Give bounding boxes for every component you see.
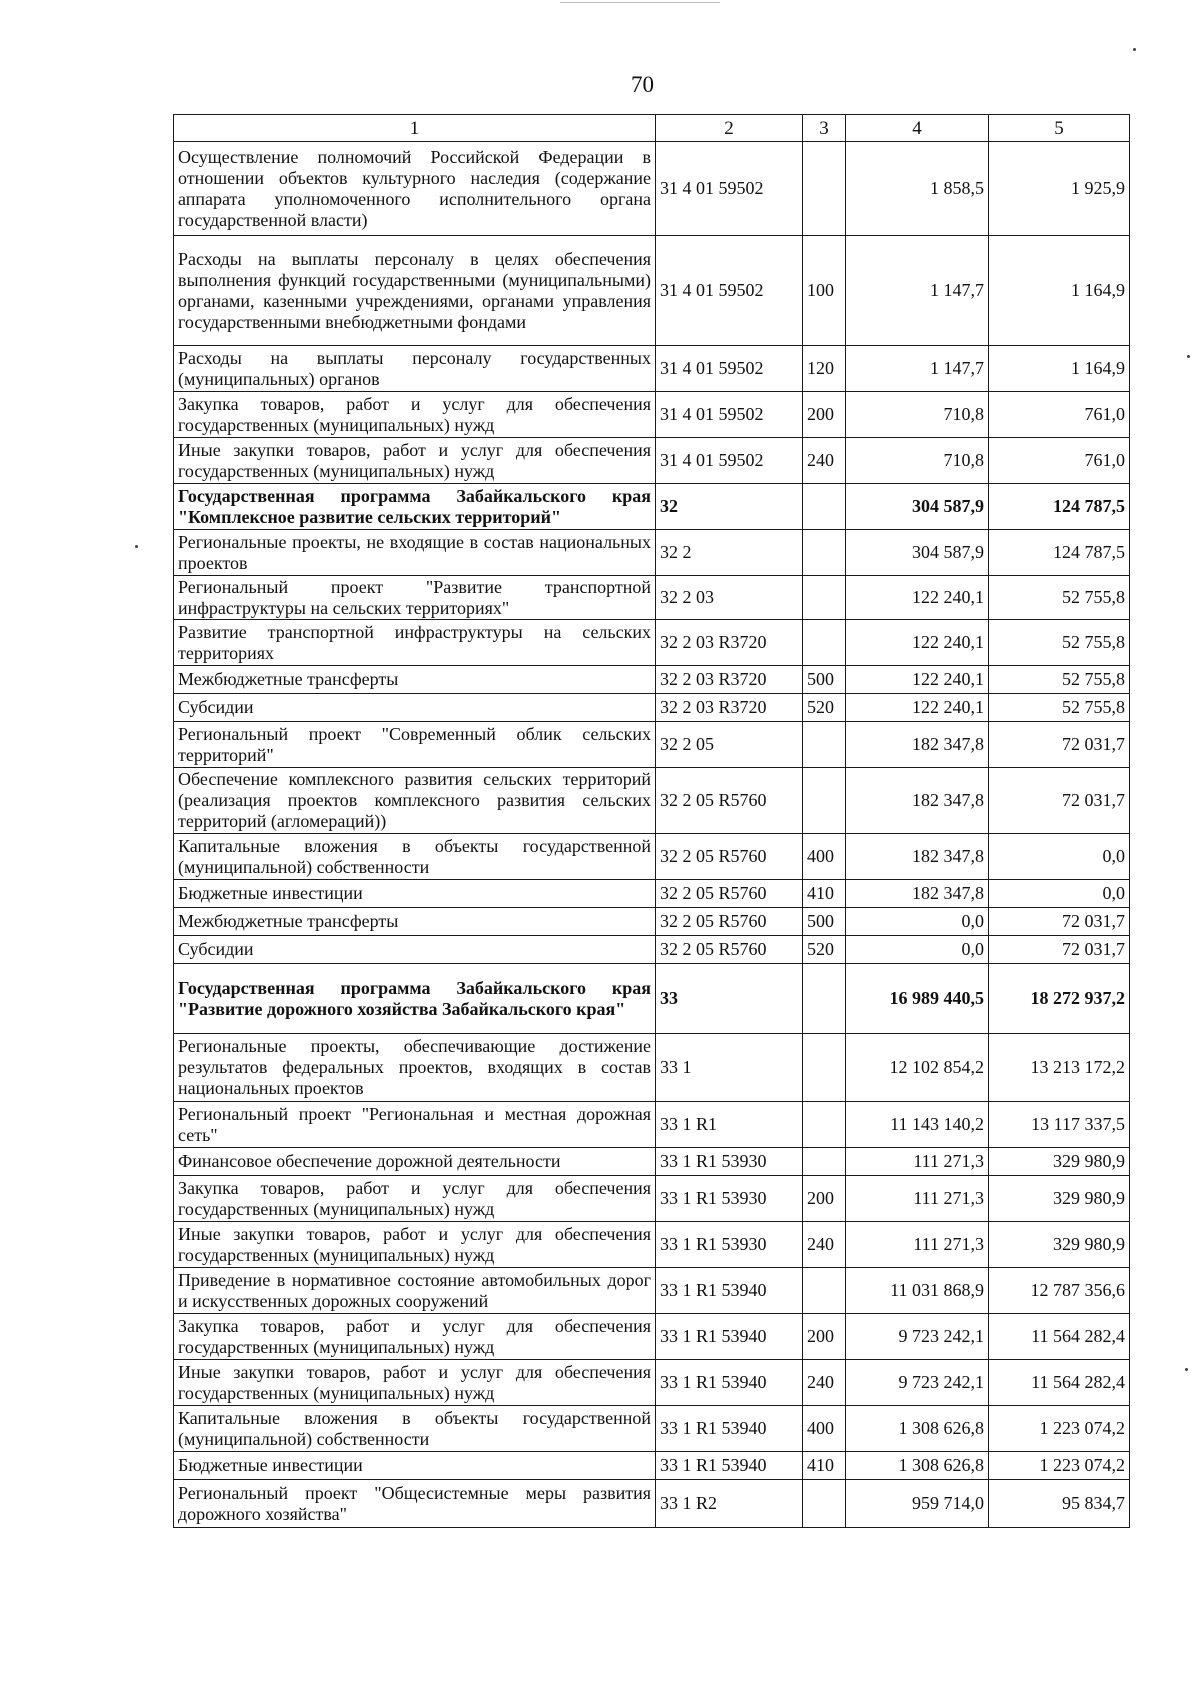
row-value-2021-cell: 111 271,3 bbox=[846, 1222, 989, 1268]
row-code-cell: 31 4 01 59502 bbox=[656, 438, 803, 484]
row-expense-type-cell: 120 bbox=[803, 346, 846, 392]
row-code-cell: 33 1 R1 53930 bbox=[656, 1148, 803, 1176]
table-row bbox=[174, 666, 1130, 694]
column-header: 3 bbox=[803, 115, 846, 142]
row-expense-type-cell bbox=[803, 768, 846, 834]
row-code-cell: 32 2 03 R3720 bbox=[656, 694, 803, 722]
row-expense-type-cell: 200 bbox=[803, 392, 846, 438]
row-code-cell: 32 2 05 R5760 bbox=[656, 936, 803, 964]
row-code-cell: 33 1 R1 53930 bbox=[656, 1222, 803, 1268]
row-expense-type-cell: 240 bbox=[803, 1222, 846, 1268]
table-row bbox=[174, 908, 1130, 936]
row-value-2021-cell: 1 308 626,8 bbox=[846, 1452, 989, 1480]
row-expense-type-cell: 400 bbox=[803, 1406, 846, 1452]
row-value-2021-cell: 122 240,1 bbox=[846, 694, 989, 722]
row-value-2021-cell: 9 723 242,1 bbox=[846, 1360, 989, 1406]
row-name-cell: Иные закупки товаров, работ и услуг для обеспечения государственных (муниципальных) нужд bbox=[174, 1222, 656, 1268]
row-code-cell: 33 bbox=[656, 964, 803, 1034]
row-value-2022-cell: 95 834,7 bbox=[989, 1480, 1130, 1528]
row-value-2021-cell: 16 989 440,5 bbox=[846, 964, 989, 1034]
page-number: 70 bbox=[631, 72, 654, 97]
row-value-2022-cell: 0,0 bbox=[989, 880, 1130, 908]
column-header: 4 bbox=[846, 115, 989, 142]
row-value-2022-cell: 52 755,8 bbox=[989, 694, 1130, 722]
table-row bbox=[174, 1406, 1130, 1452]
row-expense-type-cell bbox=[803, 142, 846, 236]
row-value-2021-cell: 9 723 242,1 bbox=[846, 1314, 989, 1360]
row-value-2022-cell: 52 755,8 bbox=[989, 576, 1130, 620]
table-row bbox=[174, 1480, 1130, 1528]
row-code-cell: 32 2 05 R5760 bbox=[656, 768, 803, 834]
table-row bbox=[174, 768, 1130, 834]
table-row bbox=[174, 392, 1130, 438]
row-expense-type-cell: 100 bbox=[803, 236, 846, 346]
row-name-cell: Бюджетные инвестиции bbox=[174, 880, 656, 908]
row-code-cell: 32 2 03 R3720 bbox=[656, 620, 803, 666]
row-name-cell: Финансовое обеспечение дорожной деятельности bbox=[174, 1148, 656, 1176]
table-row bbox=[174, 1360, 1130, 1406]
row-value-2021-cell: 111 271,3 bbox=[846, 1148, 989, 1176]
row-name-cell: Государственная программа Забайкальского края "Комплексное развитие сельских территорий" bbox=[174, 484, 656, 530]
row-value-2022-cell: 13 117 337,5 bbox=[989, 1102, 1130, 1148]
row-value-2021-cell: 710,8 bbox=[846, 438, 989, 484]
budget-table bbox=[173, 114, 1130, 1528]
row-value-2021-cell: 11 143 140,2 bbox=[846, 1102, 989, 1148]
row-code-cell: 33 1 R1 53940 bbox=[656, 1406, 803, 1452]
row-value-2021-cell: 304 587,9 bbox=[846, 484, 989, 530]
row-value-2021-cell: 0,0 bbox=[846, 908, 989, 936]
row-value-2022-cell: 72 031,7 bbox=[989, 908, 1130, 936]
row-value-2022-cell: 1 925,9 bbox=[989, 142, 1130, 236]
row-value-2021-cell: 122 240,1 bbox=[846, 666, 989, 694]
row-name-cell: Осуществление полномочий Российской Федерации в отношении объектов культурного наследия (содержание аппарата уполномоченного исполнительного органа государственной власти) bbox=[174, 142, 656, 236]
column-header: 1 bbox=[174, 115, 656, 142]
row-expense-type-cell: 240 bbox=[803, 438, 846, 484]
table-row bbox=[174, 722, 1130, 768]
table-row bbox=[174, 1314, 1130, 1360]
scan-artifact-line bbox=[560, 2, 720, 3]
table-row bbox=[174, 346, 1130, 392]
row-value-2022-cell: 1 164,9 bbox=[989, 346, 1130, 392]
table-row bbox=[174, 1222, 1130, 1268]
row-code-cell: 33 1 R1 bbox=[656, 1102, 803, 1148]
row-code-cell: 33 1 R1 53930 bbox=[656, 1176, 803, 1222]
row-name-cell: Региональный проект "Региональная и местная дорожная сеть" bbox=[174, 1102, 656, 1148]
row-value-2021-cell: 1 858,5 bbox=[846, 142, 989, 236]
row-value-2021-cell: 11 031 868,9 bbox=[846, 1268, 989, 1314]
row-expense-type-cell bbox=[803, 620, 846, 666]
row-code-cell: 32 2 bbox=[656, 530, 803, 576]
table-body bbox=[174, 142, 1130, 1528]
table-row bbox=[174, 964, 1130, 1034]
row-expense-type-cell bbox=[803, 576, 846, 620]
row-name-cell: Иные закупки товаров, работ и услуг для обеспечения государственных (муниципальных) нужд bbox=[174, 438, 656, 484]
row-expense-type-cell: 410 bbox=[803, 880, 846, 908]
column-header: 2 bbox=[656, 115, 803, 142]
row-code-cell: 32 2 03 bbox=[656, 576, 803, 620]
row-code-cell: 33 1 R1 53940 bbox=[656, 1452, 803, 1480]
row-value-2022-cell: 0,0 bbox=[989, 834, 1130, 880]
row-name-cell: Закупка товаров, работ и услуг для обеспечения государственных (муниципальных) нужд bbox=[174, 1176, 656, 1222]
row-value-2022-cell: 11 564 282,4 bbox=[989, 1360, 1130, 1406]
row-expense-type-cell bbox=[803, 530, 846, 576]
row-expense-type-cell bbox=[803, 1102, 846, 1148]
row-name-cell: Субсидии bbox=[174, 694, 656, 722]
row-value-2022-cell: 761,0 bbox=[989, 438, 1130, 484]
row-value-2021-cell: 959 714,0 bbox=[846, 1480, 989, 1528]
row-name-cell: Государственная программа Забайкальского края "Развитие дорожного хозяйства Забайкальского края" bbox=[174, 964, 656, 1034]
row-value-2021-cell: 122 240,1 bbox=[846, 620, 989, 666]
table-row bbox=[174, 576, 1130, 620]
table-row bbox=[174, 438, 1130, 484]
row-expense-type-cell bbox=[803, 722, 846, 768]
row-value-2021-cell: 0,0 bbox=[846, 936, 989, 964]
row-name-cell: Закупка товаров, работ и услуг для обеспечения государственных (муниципальных) нужд bbox=[174, 392, 656, 438]
row-value-2022-cell: 329 980,9 bbox=[989, 1148, 1130, 1176]
row-value-2022-cell: 761,0 bbox=[989, 392, 1130, 438]
row-name-cell: Приведение в нормативное состояние автомобильных дорог и искусственных дорожных сооружений bbox=[174, 1268, 656, 1314]
row-name-cell: Иные закупки товаров, работ и услуг для обеспечения государственных (муниципальных) нужд bbox=[174, 1360, 656, 1406]
row-value-2022-cell: 13 213 172,2 bbox=[989, 1034, 1130, 1102]
row-name-cell: Расходы на выплаты персоналу государственных (муниципальных) органов bbox=[174, 346, 656, 392]
table-header-row bbox=[174, 115, 1130, 142]
table-row bbox=[174, 236, 1130, 346]
table-row bbox=[174, 1102, 1130, 1148]
row-value-2021-cell: 1 147,7 bbox=[846, 236, 989, 346]
scan-speck bbox=[1187, 355, 1190, 358]
row-expense-type-cell: 500 bbox=[803, 908, 846, 936]
row-name-cell: Межбюджетные трансферты bbox=[174, 908, 656, 936]
row-expense-type-cell bbox=[803, 484, 846, 530]
row-name-cell: Расходы на выплаты персоналу в целях обеспечения выполнения функций государственными (муниципальными) органами, казенными учреждениями, органами управления государственными внебюджетными фондами bbox=[174, 236, 656, 346]
row-value-2022-cell: 18 272 937,2 bbox=[989, 964, 1130, 1034]
table-row bbox=[174, 484, 1130, 530]
column-header: 5 bbox=[989, 115, 1130, 142]
row-name-cell: Региональные проекты, обеспечивающие достижение результатов федеральных проектов, входящих в состав национальных проектов bbox=[174, 1034, 656, 1102]
row-value-2021-cell: 710,8 bbox=[846, 392, 989, 438]
row-code-cell: 33 1 R1 53940 bbox=[656, 1268, 803, 1314]
table-row bbox=[174, 620, 1130, 666]
row-code-cell: 32 2 05 R5760 bbox=[656, 908, 803, 936]
row-code-cell: 31 4 01 59502 bbox=[656, 142, 803, 236]
row-name-cell: Обеспечение комплексного развития сельских территорий (реализация проектов комплексного развития сельских территорий (агломераций)) bbox=[174, 768, 656, 834]
row-value-2022-cell: 72 031,7 bbox=[989, 936, 1130, 964]
row-value-2022-cell: 329 980,9 bbox=[989, 1176, 1130, 1222]
row-value-2022-cell: 329 980,9 bbox=[989, 1222, 1130, 1268]
scan-speck bbox=[1133, 48, 1136, 51]
row-code-cell: 33 1 bbox=[656, 1034, 803, 1102]
row-name-cell: Межбюджетные трансферты bbox=[174, 666, 656, 694]
row-value-2022-cell: 72 031,7 bbox=[989, 722, 1130, 768]
row-value-2022-cell: 124 787,5 bbox=[989, 484, 1130, 530]
row-name-cell: Региональный проект "Развитие транспортной инфраструктуры на сельских территориях" bbox=[174, 576, 656, 620]
row-code-cell: 32 2 05 R5760 bbox=[656, 880, 803, 908]
row-expense-type-cell: 410 bbox=[803, 1452, 846, 1480]
row-expense-type-cell: 520 bbox=[803, 694, 846, 722]
row-expense-type-cell bbox=[803, 964, 846, 1034]
row-code-cell: 32 2 03 R3720 bbox=[656, 666, 803, 694]
row-name-cell: Региональные проекты, не входящие в состав национальных проектов bbox=[174, 530, 656, 576]
row-code-cell: 31 4 01 59502 bbox=[656, 392, 803, 438]
row-value-2022-cell: 11 564 282,4 bbox=[989, 1314, 1130, 1360]
row-value-2021-cell: 182 347,8 bbox=[846, 880, 989, 908]
table-row bbox=[174, 694, 1130, 722]
row-code-cell: 33 1 R2 bbox=[656, 1480, 803, 1528]
row-code-cell: 31 4 01 59502 bbox=[656, 236, 803, 346]
row-name-cell: Капитальные вложения в объекты государственной (муниципальной) собственности bbox=[174, 834, 656, 880]
row-value-2022-cell: 52 755,8 bbox=[989, 666, 1130, 694]
row-name-cell: Субсидии bbox=[174, 936, 656, 964]
table-row bbox=[174, 530, 1130, 576]
row-expense-type-cell: 400 bbox=[803, 834, 846, 880]
row-code-cell: 33 1 R1 53940 bbox=[656, 1314, 803, 1360]
table-row bbox=[174, 1148, 1130, 1176]
row-value-2022-cell: 52 755,8 bbox=[989, 620, 1130, 666]
row-value-2021-cell: 122 240,1 bbox=[846, 576, 989, 620]
row-name-cell: Закупка товаров, работ и услуг для обеспечения государственных (муниципальных) нужд bbox=[174, 1314, 656, 1360]
table-row bbox=[174, 142, 1130, 236]
row-name-cell: Развитие транспортной инфраструктуры на сельских территориях bbox=[174, 620, 656, 666]
table-row bbox=[174, 880, 1130, 908]
row-expense-type-cell bbox=[803, 1148, 846, 1176]
row-name-cell: Региональный проект "Современный облик сельских территорий" bbox=[174, 722, 656, 768]
table-row bbox=[174, 1034, 1130, 1102]
row-value-2021-cell: 1 147,7 bbox=[846, 346, 989, 392]
row-expense-type-cell bbox=[803, 1034, 846, 1102]
row-value-2022-cell: 124 787,5 bbox=[989, 530, 1130, 576]
row-value-2022-cell: 1 223 074,2 bbox=[989, 1406, 1130, 1452]
row-expense-type-cell: 520 bbox=[803, 936, 846, 964]
row-value-2021-cell: 12 102 854,2 bbox=[846, 1034, 989, 1102]
scan-speck bbox=[135, 545, 138, 548]
table-row bbox=[174, 1452, 1130, 1480]
row-code-cell: 32 2 05 bbox=[656, 722, 803, 768]
row-value-2021-cell: 182 347,8 bbox=[846, 834, 989, 880]
row-value-2022-cell: 72 031,7 bbox=[989, 768, 1130, 834]
row-expense-type-cell: 500 bbox=[803, 666, 846, 694]
row-value-2021-cell: 304 587,9 bbox=[846, 530, 989, 576]
row-name-cell: Капитальные вложения в объекты государственной (муниципальной) собственности bbox=[174, 1406, 656, 1452]
row-value-2022-cell: 12 787 356,6 bbox=[989, 1268, 1130, 1314]
row-code-cell: 33 1 R1 53940 bbox=[656, 1360, 803, 1406]
row-value-2021-cell: 182 347,8 bbox=[846, 768, 989, 834]
row-code-cell: 31 4 01 59502 bbox=[656, 346, 803, 392]
row-value-2021-cell: 1 308 626,8 bbox=[846, 1406, 989, 1452]
row-expense-type-cell: 240 bbox=[803, 1360, 846, 1406]
row-name-cell: Бюджетные инвестиции bbox=[174, 1452, 656, 1480]
row-expense-type-cell bbox=[803, 1268, 846, 1314]
row-value-2021-cell: 111 271,3 bbox=[846, 1176, 989, 1222]
row-value-2021-cell: 182 347,8 bbox=[846, 722, 989, 768]
table-row bbox=[174, 936, 1130, 964]
row-value-2022-cell: 1 164,9 bbox=[989, 236, 1130, 346]
row-code-cell: 32 2 05 R5760 bbox=[656, 834, 803, 880]
row-code-cell: 32 bbox=[656, 484, 803, 530]
table-row bbox=[174, 1268, 1130, 1314]
row-expense-type-cell: 200 bbox=[803, 1314, 846, 1360]
table-row bbox=[174, 1176, 1130, 1222]
row-expense-type-cell bbox=[803, 1480, 846, 1528]
table-row bbox=[174, 834, 1130, 880]
row-name-cell: Региональный проект "Общесистемные меры развития дорожного хозяйства" bbox=[174, 1480, 656, 1528]
row-expense-type-cell: 200 bbox=[803, 1176, 846, 1222]
row-value-2022-cell: 1 223 074,2 bbox=[989, 1452, 1130, 1480]
scan-speck bbox=[1185, 1368, 1188, 1371]
